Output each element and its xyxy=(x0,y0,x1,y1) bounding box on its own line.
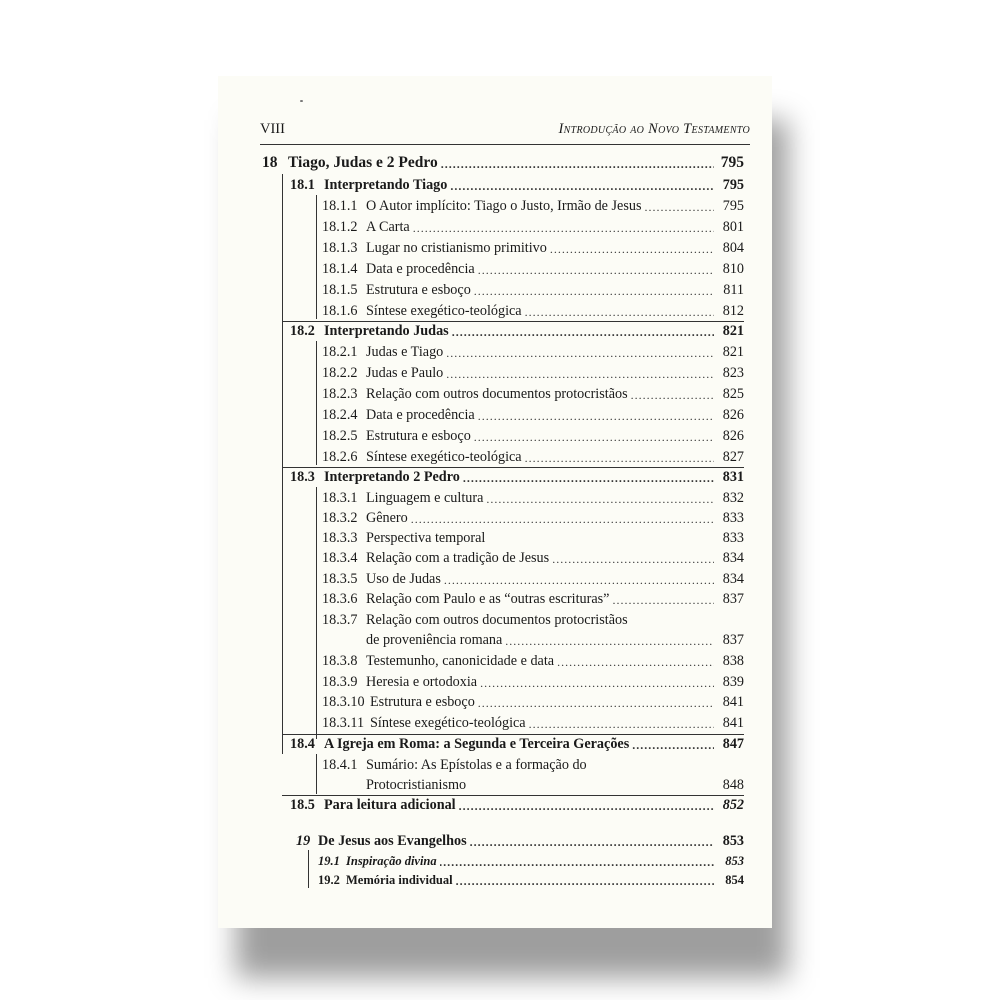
dot-leader xyxy=(470,834,714,850)
section-bar xyxy=(308,850,309,888)
toc-page: 795 xyxy=(722,198,744,214)
toc-title: O Autor implícito: Tiago o Justo, Irmão de Jesus xyxy=(366,198,642,214)
toc-page: 831 xyxy=(722,469,744,485)
toc-title: Síntese exegético-teológica xyxy=(370,715,526,731)
dot-leader xyxy=(413,220,714,236)
toc-section-19-2[interactable] xyxy=(318,869,744,889)
toc-number: 18.1.4 xyxy=(322,261,358,277)
toc-subsection-18-4-1-continued[interactable] xyxy=(366,774,744,794)
toc-title: Memória individual xyxy=(346,873,453,887)
subsection-bar xyxy=(316,195,317,319)
toc-title: Uso de Judas xyxy=(366,571,441,587)
toc-subsection-18-1-2[interactable] xyxy=(322,216,744,236)
dot-leader xyxy=(456,873,714,889)
toc-section-18-4[interactable] xyxy=(290,733,744,753)
toc-title: A Carta xyxy=(366,219,410,235)
toc-title: Estrutura e esboço xyxy=(366,428,471,444)
toc-title: Inspiração divina xyxy=(346,854,437,868)
toc-page: 823 xyxy=(722,365,744,381)
toc-subsection-18-3-8[interactable] xyxy=(322,650,744,670)
toc-page: 795 xyxy=(722,177,744,193)
toc-title: Interpretando Judas xyxy=(324,323,449,339)
toc-number: 18.3.9 xyxy=(322,674,358,690)
toc-subsection-18-4-1[interactable] xyxy=(322,754,744,774)
dot-leader xyxy=(486,491,714,507)
toc-subsection-18-2-6[interactable] xyxy=(322,446,744,466)
dot-leader xyxy=(612,592,714,608)
toc-number: 18.2.6 xyxy=(322,449,358,465)
toc-subsection-18-1-4[interactable] xyxy=(322,258,744,278)
toc-title: Síntese exegético-teológica xyxy=(366,449,522,465)
toc-subsection-18-3-10[interactable] xyxy=(322,691,744,711)
toc-subsection-18-2-2[interactable] xyxy=(322,362,744,382)
dot-leader xyxy=(474,283,714,299)
toc-subsection-18-3-4[interactable] xyxy=(322,547,744,567)
subsection-bar xyxy=(316,754,317,794)
toc-number: 18.2.1 xyxy=(322,344,358,360)
toc-title: Relação com outros documentos protocristãos xyxy=(366,386,628,402)
toc-page: 833 xyxy=(722,530,744,546)
header-rule xyxy=(260,144,750,145)
toc-number: 18 xyxy=(262,154,278,171)
toc-number: 18.3.11 xyxy=(322,715,365,731)
toc-subsection-18-3-7[interactable] xyxy=(322,609,744,629)
toc-title: Judas e Tiago xyxy=(366,344,444,360)
toc-number: 18.3 xyxy=(290,469,315,485)
toc-title: Relação com outros documentos protocristãos xyxy=(366,612,628,628)
dot-leader xyxy=(474,429,714,445)
toc-page: 832 xyxy=(722,490,744,506)
paper-speck xyxy=(300,100,303,102)
toc-page: 848 xyxy=(722,777,744,793)
toc-title: Gênero xyxy=(366,510,408,526)
toc-page: 841 xyxy=(722,694,744,710)
toc-page: 852 xyxy=(722,797,744,813)
toc-title: Linguagem e cultura xyxy=(366,490,484,506)
toc-number: 18.2.3 xyxy=(322,386,358,402)
book-title: Introdução ao Novo Testamento xyxy=(558,121,750,137)
toc-subsection-18-3-3[interactable] xyxy=(322,527,744,547)
dot-leader xyxy=(552,551,714,567)
toc-number: 18.1.3 xyxy=(322,240,358,256)
dot-leader xyxy=(452,324,714,340)
toc-subsection-18-3-7-continued[interactable] xyxy=(366,629,744,649)
toc-number: 18.3.10 xyxy=(322,694,365,710)
toc-title: Lugar no cristianismo primitivo xyxy=(366,240,547,256)
toc-title: Interpretando Tiago xyxy=(324,177,448,193)
dot-leader xyxy=(478,695,714,711)
toc-number: 18.2.5 xyxy=(322,428,358,444)
toc-number: 19.2 xyxy=(318,873,340,887)
toc-number: 18.4 xyxy=(290,736,315,752)
dot-leader xyxy=(550,241,714,257)
toc-section-18-1[interactable] xyxy=(290,174,744,194)
toc-subsection-18-2-4[interactable] xyxy=(322,404,744,424)
toc-chapter-18[interactable] xyxy=(262,152,744,172)
toc-title: Perspectiva temporal xyxy=(366,530,486,546)
running-head xyxy=(260,119,750,141)
toc-title: Relação com Paulo e as “outras escrituras” xyxy=(366,591,610,607)
toc-page: 837 xyxy=(722,591,744,607)
toc-page: 821 xyxy=(722,323,744,339)
toc-subsection-18-3-11[interactable] xyxy=(322,712,744,732)
toc-title: Interpretando 2 Pedro xyxy=(324,469,460,485)
toc-subsection-18-3-6[interactable] xyxy=(322,588,744,608)
toc-number: 18.4.1 xyxy=(322,757,358,773)
toc-number: 19.1 xyxy=(318,854,340,868)
dot-leader xyxy=(446,366,714,382)
toc-page: 812 xyxy=(722,303,744,319)
toc-number: 18.3.1 xyxy=(322,490,358,506)
toc-title: Data e procedência xyxy=(366,261,475,277)
toc-number: 18.3.2 xyxy=(322,510,358,526)
dot-leader xyxy=(444,572,714,588)
toc-number: 18.1 xyxy=(290,177,315,193)
toc-subsection-18-1-1[interactable] xyxy=(322,195,744,215)
toc-subsection-18-3-2[interactable] xyxy=(322,507,744,527)
subsection-bar xyxy=(316,341,317,465)
toc-number: 18.1.5 xyxy=(322,282,358,298)
toc-page: 825 xyxy=(722,386,744,402)
toc-number: 19 xyxy=(296,833,311,849)
toc-subsection-18-1-3[interactable] xyxy=(322,237,744,257)
toc-page: 811 xyxy=(723,282,744,298)
dot-leader xyxy=(631,387,714,403)
toc-title: Judas e Paulo xyxy=(366,365,444,381)
toc-number: 18.3.6 xyxy=(322,591,358,607)
toc-title: Síntese exegético-teológica xyxy=(366,303,522,319)
dot-leader xyxy=(525,304,714,320)
toc-title: Data e procedência xyxy=(366,407,475,423)
dot-leader xyxy=(505,633,714,649)
toc-page: 827 xyxy=(722,449,744,465)
toc-page: 810 xyxy=(722,261,744,277)
toc-number: 18.2.4 xyxy=(322,407,358,423)
toc-page: 821 xyxy=(722,344,744,360)
dot-leader xyxy=(440,854,714,870)
toc-section-19-1[interactable] xyxy=(318,850,744,870)
toc-subsection-18-3-9[interactable] xyxy=(322,671,744,691)
toc-number: 18.5 xyxy=(290,797,315,813)
dot-leader xyxy=(632,737,714,753)
section-bar xyxy=(282,174,283,754)
toc-title: A Igreja em Roma: a Segunda e Terceira Gerações xyxy=(324,736,630,752)
toc-page: 833 xyxy=(722,510,744,526)
dot-leader xyxy=(446,345,714,361)
toc-section-18-2[interactable] xyxy=(290,320,744,340)
toc-title: De Jesus aos Evangelhos xyxy=(318,833,467,849)
page-number: VIII xyxy=(260,121,285,137)
toc-number: 18.3.8 xyxy=(322,653,358,669)
dot-leader xyxy=(525,450,714,466)
toc-page: 826 xyxy=(722,407,744,423)
toc-title: Estrutura e esboço xyxy=(366,282,471,298)
dot-leader xyxy=(644,199,714,215)
toc-page: 841 xyxy=(722,715,744,731)
toc-chapter-19[interactable] xyxy=(296,830,744,850)
toc-number: 18.2 xyxy=(290,323,315,339)
toc-number: 18.3.3 xyxy=(322,530,358,546)
dot-leader xyxy=(463,470,714,486)
toc-title-continued: Protocristianismo xyxy=(366,777,467,793)
toc-title: Para leitura adicional xyxy=(324,797,456,813)
toc-title: Sumário: As Epístolas e a formação do xyxy=(366,757,587,773)
toc-title: Relação com a tradição de Jesus xyxy=(366,550,550,566)
toc-subsection-18-3-1[interactable] xyxy=(322,487,744,507)
toc-subsection-18-2-1[interactable] xyxy=(322,341,744,361)
toc-subsection-18-2-5[interactable] xyxy=(322,425,744,445)
toc-number: 18.2.2 xyxy=(322,365,358,381)
toc-page: 795 xyxy=(720,154,744,171)
toc-page: 834 xyxy=(722,550,744,566)
toc-number: 18.1.6 xyxy=(322,303,358,319)
toc-title: Testemunho, canonicidade e data xyxy=(366,653,555,669)
dot-leader xyxy=(480,675,714,691)
toc-number: 18.3.5 xyxy=(322,571,358,587)
dot-leader xyxy=(478,408,714,424)
subsection-bar xyxy=(316,487,317,739)
dot-leader xyxy=(441,156,714,172)
toc-subsection-18-1-5[interactable] xyxy=(322,279,744,299)
dot-leader xyxy=(529,716,714,732)
toc-page: 834 xyxy=(722,571,744,587)
toc-page: 853 xyxy=(725,854,744,868)
toc-number: 18.1.1 xyxy=(322,198,358,214)
dot-leader xyxy=(459,798,714,814)
dot-leader xyxy=(557,654,714,670)
dot-leader xyxy=(478,262,714,278)
toc-title-continued: de proveniência romana xyxy=(366,632,503,648)
toc-section-18-5[interactable] xyxy=(290,794,744,814)
toc-page: 854 xyxy=(725,873,744,887)
toc-title: Tiago, Judas e 2 Pedro xyxy=(288,154,438,171)
dot-leader xyxy=(450,178,714,194)
toc-page: 801 xyxy=(722,219,744,235)
toc-page: 839 xyxy=(722,674,744,690)
toc-subsection-18-2-3[interactable] xyxy=(322,383,744,403)
toc-number: 18.3.4 xyxy=(322,550,358,566)
toc-page: 853 xyxy=(722,833,744,849)
toc-subsection-18-1-6[interactable] xyxy=(322,300,744,320)
toc-page: 847 xyxy=(722,736,744,752)
dot-leader xyxy=(411,511,714,527)
toc-section-18-3[interactable] xyxy=(290,466,744,486)
toc-title: Heresia e ortodoxia xyxy=(366,674,478,690)
toc-page: 826 xyxy=(722,428,744,444)
toc-number: 18.3.7 xyxy=(322,612,358,628)
toc-page: 838 xyxy=(722,653,744,669)
toc-subsection-18-3-5[interactable] xyxy=(322,568,744,588)
toc-title: Estrutura e esboço xyxy=(370,694,475,710)
toc-page: 837 xyxy=(722,632,744,648)
toc-number: 18.1.2 xyxy=(322,219,358,235)
toc-page: 804 xyxy=(722,240,744,256)
